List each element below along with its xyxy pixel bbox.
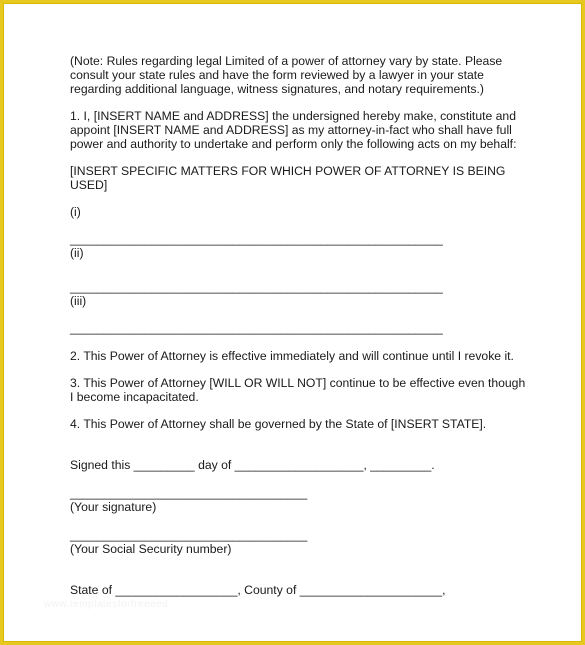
legal-note: (Note: Rules regarding legal Limited of a power of attorney vary by state. Please consult your state rules and have the form reviewed by a lawyer in your state regarding additional language, witness signatures, and notary requirements.) bbox=[70, 54, 503, 96]
document-page bbox=[3, 3, 582, 642]
item-iii-blank-line[interactable]: _______________________________________________________ bbox=[70, 321, 443, 335]
item-ii-label: (ii) bbox=[70, 246, 84, 260]
signed-date-line[interactable]: Signed this _________ day of ___________________, _________. bbox=[70, 458, 435, 472]
item-iii-label: (iii) bbox=[70, 294, 87, 308]
item-i-label: (i) bbox=[70, 205, 81, 219]
item-i-blank-line[interactable]: _______________________________________________________ bbox=[70, 232, 443, 246]
signature-blank-line[interactable]: ___________________________________ bbox=[70, 486, 308, 500]
item-ii-blank-line[interactable]: _______________________________________________________ bbox=[70, 280, 443, 294]
watermark: www.templatesforfreeeed bbox=[44, 599, 169, 610]
signature-label: (Your signature) bbox=[70, 500, 157, 514]
paragraph-3: 3. This Power of Attorney [WILL OR WILL NOT] continue to be effective even though I become incapacitated. bbox=[70, 376, 526, 404]
paragraph-2: 2. This Power of Attorney is effective immediately and will continue until I revoke it. bbox=[70, 349, 514, 363]
ssn-blank-line[interactable]: ___________________________________ bbox=[70, 528, 308, 542]
specific-matters: [INSERT SPECIFIC MATTERS FOR WHICH POWER OF ATTORNEY IS BEING USED] bbox=[70, 164, 506, 192]
paragraph-4: 4. This Power of Attorney shall be governed by the State of [INSERT STATE]. bbox=[70, 417, 487, 431]
paragraph-1: 1. I, [INSERT NAME and ADDRESS] the undersigned hereby make, constitute and appoint [INSERT NAME and ADDRESS] as my attorney-in-fact who shall have full power and authority to undertake and perform only the following acts on my behalf: bbox=[70, 109, 517, 151]
state-county-line[interactable]: State of __________________, County of _____________________, bbox=[70, 583, 446, 597]
ssn-label: (Your Social Security number) bbox=[70, 542, 232, 556]
document-body bbox=[70, 54, 540, 597]
